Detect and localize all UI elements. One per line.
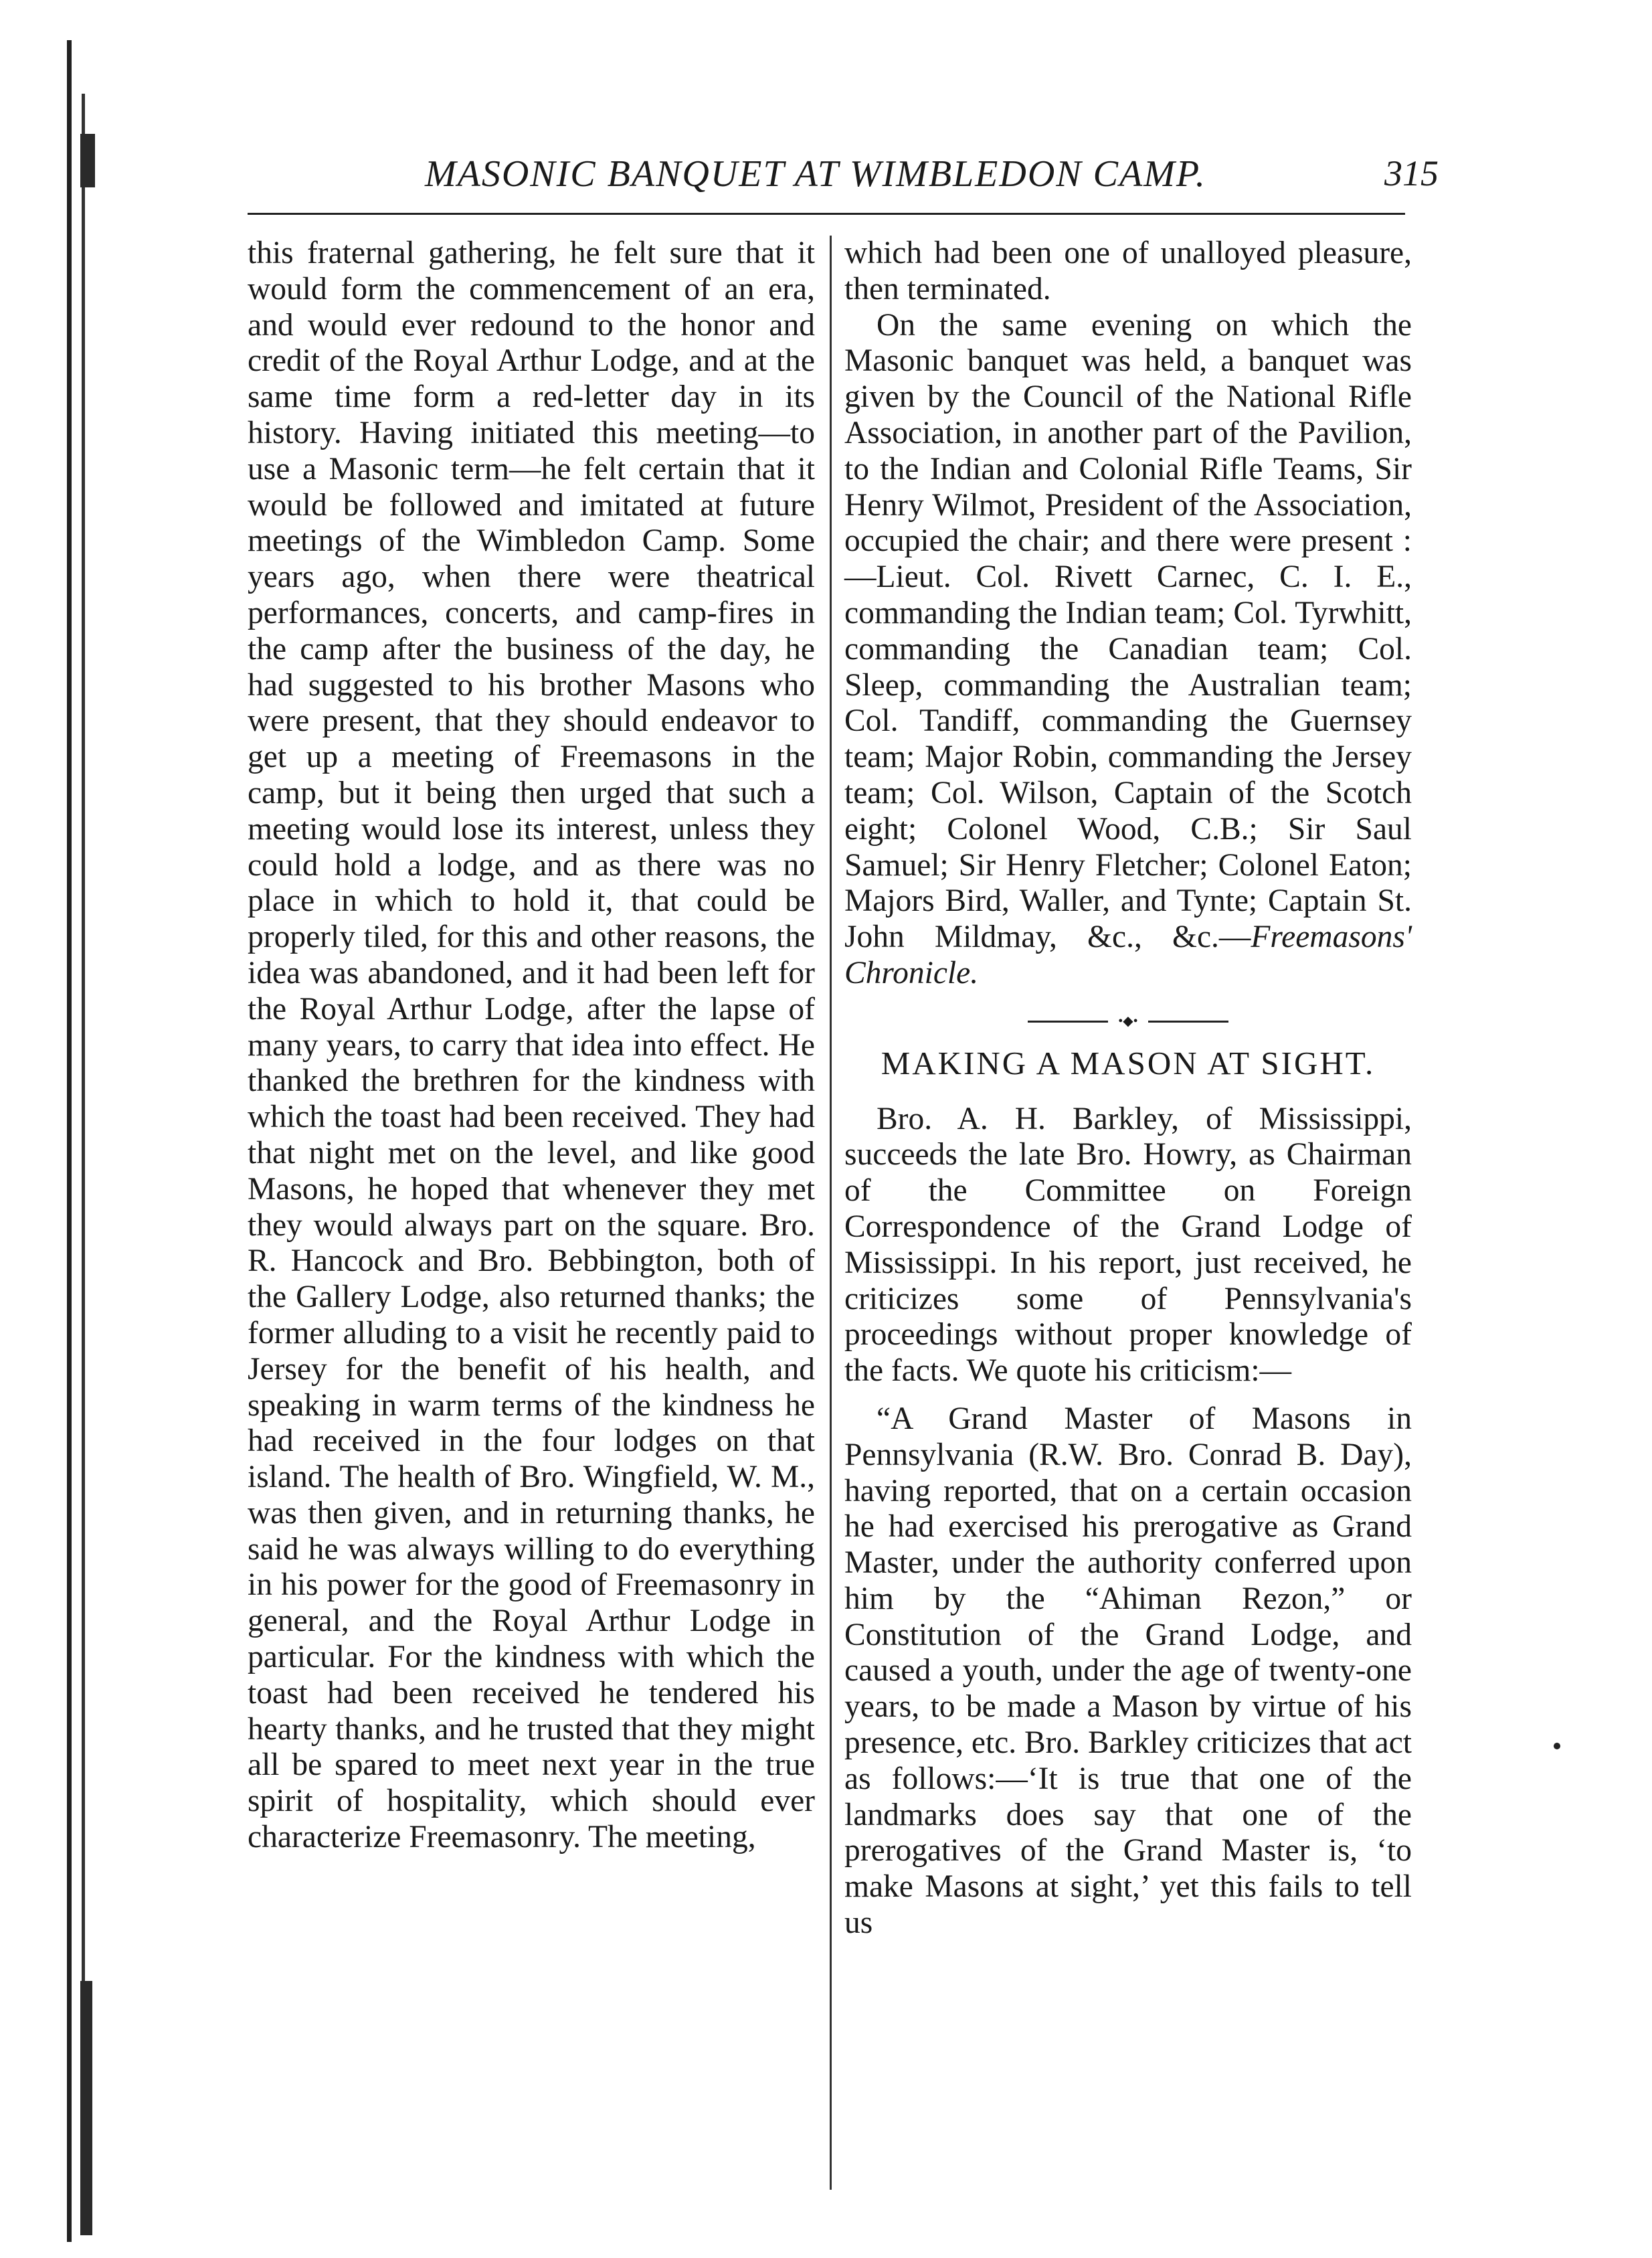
section-ornament bbox=[1028, 1013, 1228, 1029]
running-head bbox=[248, 141, 1452, 201]
quoted-paragraph: “A Grand Master of Masons in Pennsylvania (R.W. Bro. Conrad B. Day), having reported, that on a certain occasion he had exercised his prerogative as Grand Master, under the authority conferred upon him by the “Ahiman Rezon,” or Constitution of the Grand Lodge, and caused a youth, under the age of twenty-one years, to be made a Mason by virtue of his presence, etc. Bro. Barkley criticizes that act as follows:—‘It is true that one of the landmarks does say that one of the prerogatives of the Grand Master is, ‘to make Masons at sight,’ yet this fails to tell us bbox=[844, 1401, 1412, 1941]
paragraph-text: On the same evening on which the Masonic banquet was held, a banquet was given by the Council of the National Rifle Association, in another part of the Pavilion, to the Indian and Colonial Rifle Teams, Sir Henry Wilmot, President of the Association, occupied the chair; and there were present :—Lieut. Col. Rivett Carnec, C. I. E., commanding the Indian team; Col. Tyrwhitt, commanding the Canadian team; Col. Sleep, commanding the Australian team; Col. Tandiff, commanding the Guernsey team; Major Robin, commanding the Jersey team; Col. Wilson, Captain of the Scotch eight; Colonel Wood, C.B.; Sir Saul Samuel; Sir Henry Fletcher; Colonel Eaton; Majors Bird, Waller, and Tynte; Captain St. John Mildmay, &c., &c.— bbox=[844, 307, 1412, 955]
binding-rule bbox=[67, 40, 72, 2242]
binding-rule bbox=[82, 94, 85, 2207]
body-paragraph: this fraternal gathering, he felt sure that it would form the commencement of an era, and would ever redound to the honor and credit of the Royal Arthur Lodge, and at the same time form a red-letter day in its history. Having initiated this meeting—to use a Masonic term—he felt certain that it would be followed and imitated at future meetings of the Wimbledon Camp. Some years ago, when there were theatrical performances, concerts, and camp-fires in the camp after the business of the day, he had suggested to his brother Masons who were present, that they should endeavor to get up a meeting of Freemasons in the camp, but it being then urged that such a meeting would lose its interest, unless they could hold a lodge, and as there was no place in which to hold it, that could be properly tiled, for this and other reasons, the idea was abandoned, and it had been left for the Royal Arthur Lodge, after the lapse of many years, to carry that idea into effect. He thanked the brethren for the kindness with which the toast had been received. They had that night met on the level, and like good Masons, he hoped that whenever they met they would always part on the square. Bro. R. Hancock and Bro. Bebbington, both of the Gallery Lodge, also returned thanks; the former alluding to a visit he recently paid to Jersey for the benefit of his health, and speaking in warm terms of the kindness he had received in the four lodges on that island. The health of Bro. Wingfield, W. M., was then given, and in returning thanks, he said he was always willing to do everything in his power for the good of Freemasonry in general, and the Royal Arthur Lodge in particular. For the kindness with which the toast had been received he tendered his hearty thanks, and he trusted that they might all be spared to meet next year in the true spirit of hospitality, which should ever characterize Freemasonry. The meeting, bbox=[248, 236, 815, 1855]
ink-spot bbox=[1554, 1743, 1560, 1749]
source-credit: Freemasons' Chronicle. bbox=[844, 920, 1412, 990]
body-paragraph: which had been one of unalloyed pleasure, then terminated. bbox=[844, 236, 1412, 307]
binding-mark bbox=[80, 1981, 92, 2235]
binding-edge bbox=[62, 40, 102, 2242]
binding-mark bbox=[80, 134, 95, 187]
section-heading: MAKING A MASON AT SIGHT. bbox=[881, 1044, 1376, 1081]
body-paragraph: Bro. A. H. Barkley, of Mississippi, succeeds the late Bro. Howry, as Chairman of the Committee on Foreign Correspondence of the Grand Lodge of Mississippi. In his report, just received, he criticizes some of Pennsylvania's proceedings without proper knowledge of the facts. We quote his criticism:— bbox=[844, 1101, 1412, 1389]
page-title: MASONIC BANQUET AT WIMBLEDON CAMP. bbox=[425, 153, 1206, 195]
page-number: 315 bbox=[1384, 153, 1439, 193]
column-divider bbox=[830, 236, 832, 2190]
right-column bbox=[844, 236, 1412, 1941]
left-column bbox=[248, 236, 815, 1856]
body-paragraph bbox=[844, 308, 1412, 992]
header-rule bbox=[248, 213, 1405, 215]
ornament-dots: •◆• bbox=[1108, 1016, 1148, 1027]
